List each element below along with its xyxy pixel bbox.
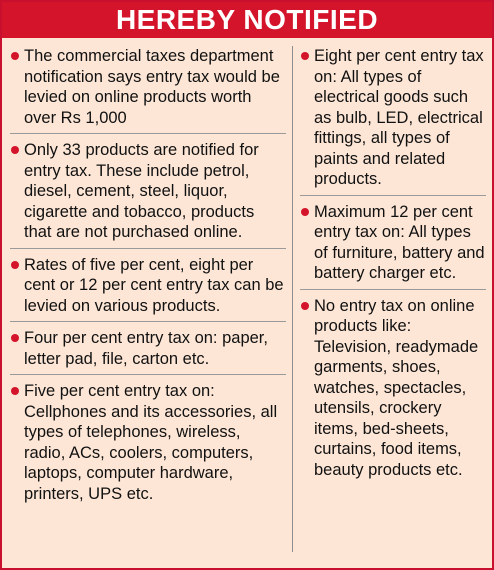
bullet-icon [301, 52, 309, 60]
bullet-icon [11, 334, 19, 342]
list-item-text: No entry tax on online products like: Television, readymade garments, shoes, watches, spectacles, utensils, crockery items, bed-sheets, curtains, food items, beauty products etc. [314, 296, 479, 479]
list-item [10, 44, 286, 134]
right-column [300, 44, 486, 486]
page-title: HEREBY NOTIFIED [115, 4, 379, 35]
header-banner [2, 2, 492, 38]
bullet-icon [11, 52, 19, 60]
bullet-icon [301, 208, 309, 216]
column-divider [292, 46, 293, 552]
list-item-text: Rates of five per cent, eight per cent or 12 per cent entry tax can be levied on various products. [24, 255, 284, 315]
bullet-icon [11, 387, 19, 395]
list-item-text: Four per cent entry tax on: paper, letter pad, file, carton etc. [24, 329, 268, 368]
list-item [10, 138, 286, 249]
list-item [300, 294, 486, 487]
list-item-text: Maximum 12 per cent entry tax on: All types of furniture, battery and battery charger etc. [314, 202, 485, 282]
list-item-text: Eight per cent entry tax on: All types of electrical goods such as bulb, LED, electrical fittings, all types of paints and related products. [314, 47, 484, 188]
left-column [10, 44, 286, 510]
bullet-icon [11, 261, 19, 269]
list-item [300, 200, 486, 290]
list-item-text: Only 33 products are notified for entry tax. These include petrol, diesel, cement, steel, liquor, cigarette and tobacco, products that are not purchased online. [24, 141, 259, 241]
list-item [300, 44, 486, 196]
list-item [10, 326, 286, 375]
list-item-text: The commercial taxes department notification says entry tax would be levied on online products worth over Rs 1,000 [24, 47, 280, 127]
list-item [10, 379, 286, 510]
list-item [10, 253, 286, 323]
bullet-icon [11, 146, 19, 154]
bullet-icon [301, 302, 309, 310]
list-item-text: Five per cent entry tax on: Cellphones and its accessories, all types of telephones, wireless, radio, ACs, coolers, computers, laptops, computer hardware, printers, UPS etc. [24, 382, 278, 503]
